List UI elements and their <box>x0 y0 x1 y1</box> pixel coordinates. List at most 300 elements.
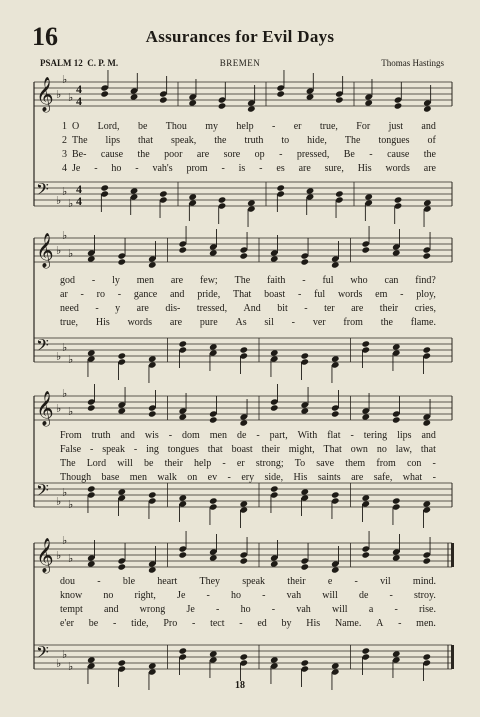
lyric-syllable: tide, <box>131 618 149 629</box>
lyric-syllable: His <box>357 163 372 174</box>
note-head <box>130 93 139 100</box>
lyric-syllable: are <box>351 303 364 314</box>
note-head <box>270 255 279 262</box>
note-head <box>247 105 256 112</box>
treble-clef-icon: 𝄞 <box>36 538 54 573</box>
note-head <box>148 410 157 417</box>
note-head <box>100 184 109 191</box>
hymn-number: 16 <box>32 22 58 51</box>
lyric-syllable: - <box>221 163 225 174</box>
lyric-line <box>60 430 436 441</box>
lyric-syllable: vil <box>380 576 391 587</box>
lyric-syllable: es <box>276 163 285 174</box>
flat-icon: ♭ <box>56 350 62 363</box>
lyric-syllable: ery <box>241 472 255 483</box>
lyric-syllable: speak, <box>171 135 197 146</box>
lyric-syllable: god <box>60 275 75 286</box>
lyric-syllable: - <box>262 590 266 601</box>
lyric-syllable: what <box>402 472 423 483</box>
lyric-syllable: False <box>60 444 82 455</box>
lyric-syllable: help <box>236 121 254 132</box>
lyric-syllable: Though <box>60 472 92 483</box>
lyric-syllable: will <box>117 458 133 469</box>
lyric-syllable: The <box>344 135 361 146</box>
flat-icon: ♭ <box>68 247 74 260</box>
note-head <box>331 355 340 362</box>
lyric-syllable: As <box>235 317 247 328</box>
note-head <box>87 404 96 411</box>
time-signature: 4 <box>76 194 82 208</box>
lyric-syllable: - <box>80 289 84 300</box>
flat-icon: ♭ <box>62 73 68 86</box>
lyric-syllable: e'er <box>60 618 75 629</box>
lyric-syllable: and <box>169 289 185 300</box>
lyric-syllable: de <box>236 430 247 441</box>
lyric-line <box>60 604 436 615</box>
lyric-line <box>72 135 436 146</box>
lyric-syllable: tering <box>363 430 388 441</box>
note-head <box>178 340 187 347</box>
lyric-syllable: - <box>369 149 373 160</box>
lyric-syllable: dis- <box>165 303 181 314</box>
lyric-syllable: - <box>222 458 226 469</box>
lyric-syllable: sil <box>264 317 274 328</box>
lyric-syllable: will <box>332 604 348 615</box>
note-head <box>422 557 431 564</box>
lyric-syllable: - <box>271 604 276 615</box>
lyric-syllable: - <box>291 317 296 328</box>
lyric-syllable: Je <box>177 590 186 601</box>
treble-clef-icon: 𝄞 <box>36 233 54 268</box>
lyric-syllable: tressed, <box>196 303 228 314</box>
lyric-syllable: men <box>129 472 147 483</box>
note-head <box>148 566 157 573</box>
note-head <box>270 656 279 663</box>
lyric-line <box>72 121 436 132</box>
lyric-syllable: truth <box>244 135 264 146</box>
lyric-syllable: the <box>137 149 150 160</box>
lyric-syllable: of <box>427 135 436 146</box>
note-head <box>148 491 157 498</box>
note-head <box>422 346 431 353</box>
note-head <box>159 190 168 197</box>
lyric-syllable: are <box>351 472 364 483</box>
lyric-syllable: side, <box>264 472 284 483</box>
lyric-syllable: - <box>117 289 122 300</box>
lyric-syllable: ploy, <box>416 289 436 300</box>
note-head <box>148 355 157 362</box>
lyric-syllable: gance <box>133 289 158 300</box>
lyric-syllable: dom <box>182 430 200 441</box>
lyric-syllable: right, <box>134 590 156 601</box>
lyric-syllable: - <box>398 618 402 629</box>
lyric-syllable: be <box>143 458 154 469</box>
note-head <box>364 99 373 106</box>
note-head <box>239 653 248 660</box>
note-head <box>239 346 248 353</box>
lyric-syllable: will <box>322 590 338 601</box>
lyric-syllable: - <box>95 303 99 314</box>
note-head <box>276 184 285 191</box>
lyric-syllable: can <box>384 275 399 286</box>
lyric-syllable: O <box>72 121 80 132</box>
flat-icon: ♭ <box>68 353 74 366</box>
lyric-line <box>60 590 436 601</box>
lyric-syllable: that <box>207 444 223 455</box>
lyric-syllable: dou <box>60 576 75 587</box>
note-head <box>178 494 187 501</box>
lyric-syllable: their <box>164 458 183 469</box>
note-head <box>394 102 403 109</box>
lyric-syllable: e <box>327 576 333 587</box>
note-head <box>239 419 248 426</box>
lyric-line <box>72 163 436 174</box>
note-head <box>247 199 256 206</box>
note-head <box>270 349 279 356</box>
flat-icon: ♭ <box>56 549 62 562</box>
lyric-line <box>60 472 436 483</box>
note-head <box>209 497 218 504</box>
lyric-syllable: They <box>199 576 221 587</box>
treble-clef-icon: 𝄞 <box>36 391 54 426</box>
lyric-syllable: em <box>375 289 388 300</box>
lyric-syllable: - <box>354 576 358 587</box>
note-head <box>361 340 370 347</box>
lyric-syllable: is <box>238 163 246 174</box>
note-head <box>270 485 279 492</box>
note-head <box>218 102 227 109</box>
lyric-syllable: that <box>138 135 153 146</box>
lyric-syllable: flame. <box>410 317 436 328</box>
note-head <box>392 497 401 504</box>
note-head <box>361 551 370 558</box>
lyric-syllable: and <box>104 604 119 615</box>
note-head <box>239 500 248 507</box>
lyric-syllable: strong; <box>255 458 284 469</box>
lyric-syllable: rise. <box>419 604 436 615</box>
lyric-line <box>60 576 436 587</box>
lyric-syllable: - <box>97 576 101 587</box>
final-barline <box>451 645 454 669</box>
note-head <box>331 662 340 669</box>
lyric-syllable: speak <box>242 576 266 587</box>
lyric-line <box>60 317 436 328</box>
note-head <box>306 187 315 194</box>
note-head <box>100 90 109 97</box>
lyric-line <box>72 149 436 160</box>
note-head <box>392 416 401 423</box>
lyric-syllable: - <box>94 163 98 174</box>
psalm-source: PSALM 12 <box>40 58 83 68</box>
lyric-syllable: sure, <box>324 163 344 174</box>
final-barline <box>451 543 454 567</box>
lyric-syllable: Be <box>343 149 355 160</box>
tune-name: BREMEN <box>219 58 261 68</box>
lyric-syllable: are <box>169 317 183 328</box>
lyric-syllable: Pro <box>163 618 178 629</box>
lyric-syllable: no <box>103 590 114 601</box>
note-head <box>331 261 340 268</box>
lyric-syllable: and <box>421 121 436 132</box>
lyric-syllable: His <box>293 472 308 483</box>
lyric-syllable: law, <box>395 444 412 455</box>
lyric-syllable: their <box>261 444 280 455</box>
lyric-syllable: few; <box>199 275 218 286</box>
lyric-syllable: words <box>127 317 153 328</box>
lyric-syllable: safe, <box>373 472 393 483</box>
flat-icon: ♭ <box>62 648 68 661</box>
note-head <box>361 413 370 420</box>
lyric-syllable: them <box>345 458 366 469</box>
lyric-syllable: truth <box>91 430 111 441</box>
flat-icon: ♭ <box>62 534 68 547</box>
note-head <box>300 352 309 359</box>
note-head <box>218 196 227 203</box>
note-head <box>188 193 197 200</box>
lyric-syllable: a <box>368 604 374 615</box>
lyric-syllable: boast <box>231 444 253 455</box>
verse-number: 2 <box>62 135 67 146</box>
note-head <box>423 199 432 206</box>
lyric-syllable: part, <box>269 430 288 441</box>
note-head <box>188 99 197 106</box>
lyric-syllable: - <box>112 618 117 629</box>
note-head <box>148 261 157 268</box>
flat-icon: ♭ <box>68 405 74 418</box>
flat-icon: ♭ <box>68 552 74 565</box>
lyric-syllable: - <box>239 618 243 629</box>
lyric-syllable: lips <box>397 430 412 441</box>
lyric-syllable: de <box>358 590 369 601</box>
lyric-syllable: from <box>343 317 363 328</box>
note-head <box>361 246 370 253</box>
lyric-syllable: need <box>60 303 79 314</box>
lyric-syllable: wrong <box>139 604 166 615</box>
meter: C. P. M. <box>87 58 119 68</box>
lyric-syllable: true, <box>60 317 79 328</box>
lyric-syllable: - <box>432 458 436 469</box>
note-head <box>209 343 218 350</box>
flat-icon: ♭ <box>56 244 62 257</box>
lyric-syllable: are <box>196 149 210 160</box>
lyric-syllable: heart <box>157 576 178 587</box>
note-head <box>394 196 403 203</box>
lyric-syllable: the <box>380 317 393 328</box>
lyric-syllable: Be- <box>72 149 87 160</box>
lyric-syllable: The <box>72 135 88 146</box>
lyric-syllable: cause <box>100 149 124 160</box>
time-signature: 4 <box>76 82 82 96</box>
lyric-syllable: vah's <box>152 163 173 174</box>
lyric-syllable: The <box>234 275 251 286</box>
lyric-syllable: words <box>385 163 410 174</box>
note-head <box>117 258 126 265</box>
note-head <box>87 485 96 492</box>
flat-icon: ♭ <box>56 194 62 207</box>
note-head <box>276 90 285 97</box>
lyric-syllable: - <box>133 444 138 455</box>
lyric-syllable: ble <box>122 576 136 587</box>
lyric-syllable: pride, <box>197 289 221 300</box>
note-head <box>423 105 432 112</box>
lyric-syllable: boast <box>264 289 286 300</box>
note-head <box>148 662 157 669</box>
lyric-syllable: er <box>236 458 245 469</box>
note-head <box>117 659 126 666</box>
lyric-line <box>60 303 436 314</box>
note-head <box>209 249 218 256</box>
flat-icon: ♭ <box>68 498 74 511</box>
note-head <box>300 659 309 666</box>
lyric-syllable: op <box>254 149 265 160</box>
note-head <box>306 93 315 100</box>
note-head <box>209 416 218 423</box>
time-signature: 4 <box>76 182 82 196</box>
lyric-syllable: er <box>293 121 302 132</box>
lyric-syllable: That <box>233 289 252 300</box>
lyric-syllable: tongues <box>378 135 410 146</box>
note-head <box>335 96 344 103</box>
lyric-syllable: prom <box>186 163 208 174</box>
flat-icon: ♭ <box>62 341 68 354</box>
note-head <box>331 491 340 498</box>
lyric-line <box>60 618 436 629</box>
lyric-syllable: from <box>376 458 396 469</box>
flat-icon: ♭ <box>56 88 62 101</box>
lyric-syllable: true, <box>319 121 338 132</box>
lyric-syllable: their <box>379 303 399 314</box>
lyric-syllable: pure <box>199 317 218 328</box>
lyric-syllable: bit <box>277 303 288 314</box>
note-head <box>422 653 431 660</box>
lyric-syllable: His <box>95 317 110 328</box>
lyric-syllable: no <box>376 444 387 455</box>
note-head <box>300 407 309 414</box>
note-head <box>87 560 96 567</box>
lyric-syllable: With <box>297 430 318 441</box>
lyric-syllable: are <box>136 303 149 314</box>
note-head <box>270 404 279 411</box>
lyric-syllable: ev <box>207 472 218 483</box>
time-signature: 4 <box>76 94 82 108</box>
note-head <box>392 343 401 350</box>
lyric-syllable: - <box>394 604 398 615</box>
lyric-syllable: - <box>168 430 173 441</box>
verse-number: 1 <box>62 121 67 132</box>
lyric-syllable: stroy. <box>414 590 436 601</box>
lyric-syllable: base <box>101 472 120 483</box>
note-head <box>300 488 309 495</box>
note-head <box>300 258 309 265</box>
lyric-syllable: - <box>227 472 231 483</box>
lyric-syllable: that <box>420 444 436 455</box>
lyric-syllable: sore <box>223 149 241 160</box>
lyric-syllable: ho <box>111 163 122 174</box>
bass-clef-icon: 𝄢 <box>36 642 49 666</box>
note-head <box>392 249 401 256</box>
note-head <box>361 494 370 501</box>
lyric-syllable: cries, <box>414 303 436 314</box>
lyric-syllable: A <box>376 618 384 629</box>
lyric-syllable: are <box>423 163 436 174</box>
flat-icon: ♭ <box>62 387 68 400</box>
flat-icon: ♭ <box>68 197 74 210</box>
lyric-syllable: y <box>115 303 121 314</box>
lyric-syllable: find? <box>415 275 436 286</box>
lyric-syllable: are <box>298 163 311 174</box>
lyric-syllable: poor <box>164 149 183 160</box>
hymn-title: Assurances for Evil Days <box>145 27 335 46</box>
lyric-syllable: lips <box>105 135 120 146</box>
lyric-syllable: ho <box>231 590 242 601</box>
lyric-syllable: - <box>350 430 354 441</box>
lyric-syllable: - <box>272 121 276 132</box>
note-head <box>335 190 344 197</box>
note-head <box>331 410 340 417</box>
lyric-syllable: by <box>281 618 292 629</box>
lyric-syllable: - <box>432 472 436 483</box>
lyric-syllable: - <box>304 303 308 314</box>
lyric-line <box>60 444 436 455</box>
bass-clef-icon: 𝄢 <box>36 480 49 504</box>
lyric-syllable: And <box>243 303 261 314</box>
lyric-syllable: be <box>88 618 99 629</box>
lyric-syllable: speak <box>102 444 125 455</box>
flat-icon: ♭ <box>56 495 62 508</box>
note-head <box>87 656 96 663</box>
note-head <box>392 554 401 561</box>
lyric-syllable: Lord <box>86 458 107 469</box>
lyric-syllable: - <box>91 275 96 286</box>
lyric-syllable: - <box>89 444 94 455</box>
flat-icon: ♭ <box>68 91 74 104</box>
lyric-syllable: Je <box>186 604 195 615</box>
lyric-syllable: tongues <box>167 444 199 455</box>
lyric-syllable: cause <box>387 149 410 160</box>
lyric-syllable: con <box>406 458 422 469</box>
lyric-syllable: and <box>120 430 135 441</box>
lyric-syllable: vah <box>286 590 302 601</box>
lyric-syllable: To <box>294 458 306 469</box>
flat-icon: ♭ <box>56 402 62 415</box>
lyric-syllable: tect <box>210 618 225 629</box>
lyric-syllable: to <box>281 135 290 146</box>
lyric-syllable: ed <box>257 618 267 629</box>
lyric-syllable: help <box>194 458 212 469</box>
lyric-syllable: That <box>323 444 342 455</box>
lyric-syllable: Thou <box>165 121 187 132</box>
note-head <box>209 554 218 561</box>
lyric-syllable: ly <box>112 275 120 286</box>
lyric-syllable: For <box>356 121 371 132</box>
lyric-syllable: - <box>400 289 404 300</box>
composer: Thomas Hastings <box>381 58 444 68</box>
lyric-syllable: and <box>421 430 436 441</box>
note-head <box>178 551 187 558</box>
lyric-syllable: know <box>60 590 83 601</box>
note-head <box>364 193 373 200</box>
lyric-syllable: pressed, <box>296 149 330 160</box>
lyric-line <box>60 289 436 300</box>
flat-icon: ♭ <box>62 185 68 198</box>
lyric-syllable: mind. <box>412 576 436 587</box>
note-head <box>239 557 248 564</box>
lyric-syllable: - <box>389 590 393 601</box>
note-head <box>87 255 96 262</box>
lyric-syllable: Lord, <box>97 121 120 132</box>
lyric-syllable: faith <box>267 275 286 286</box>
treble-clef-icon: 𝄞 <box>36 77 54 112</box>
